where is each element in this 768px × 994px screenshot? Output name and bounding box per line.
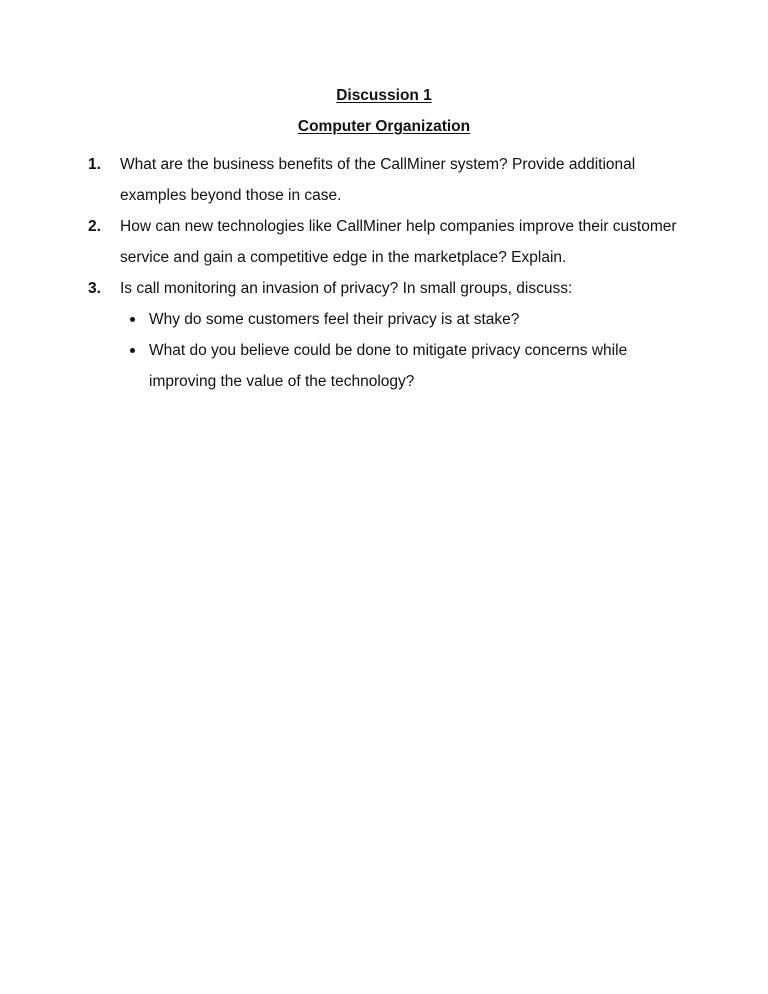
list-item — [130, 335, 690, 397]
question-3 — [88, 273, 688, 304]
question-1 — [88, 149, 688, 211]
discussion-bullets — [130, 304, 690, 397]
question-2 — [88, 211, 688, 273]
document-subtitle: Computer Organization — [297, 118, 471, 135]
question-number: 3. — [88, 280, 101, 297]
question-number: 2. — [88, 218, 101, 235]
bullet-icon — [130, 348, 135, 353]
question-number: 1. — [88, 156, 101, 173]
question-text: What are the business benefits of the CallMiner system? Provide additional examples beyond those in case. — [120, 156, 636, 204]
document-title: Discussion 1 — [336, 87, 432, 104]
list-item — [130, 304, 690, 335]
bullet-text: Why do some customers feel their privacy is at stake? — [149, 311, 520, 328]
bullet-text: What do you believe could be done to mitigate privacy concerns while improving the value of the technology? — [149, 342, 628, 390]
bullet-icon — [130, 317, 135, 322]
question-text: How can new technologies like CallMiner help companies improve their customer service and gain a competitive edge in the marketplace? Explain. — [120, 218, 677, 266]
question-text: Is call monitoring an invasion of privacy? In small groups, discuss: — [120, 280, 573, 297]
